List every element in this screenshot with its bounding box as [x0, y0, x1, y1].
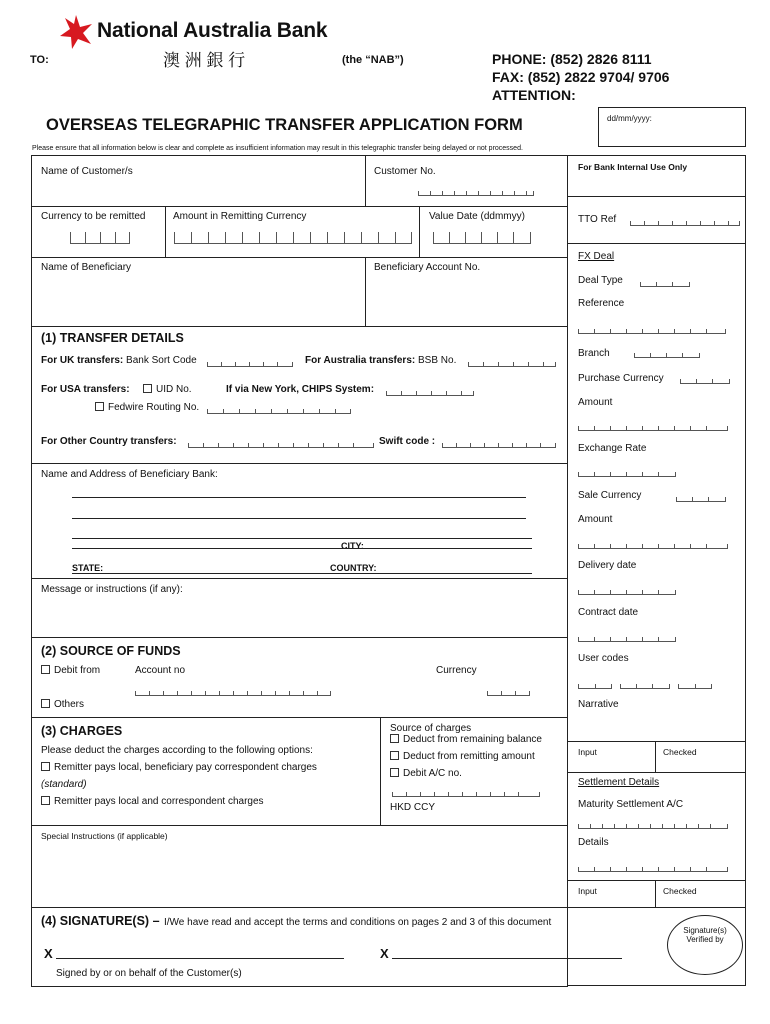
signed-by-label: Signed by or on behalf of the Customer(s)	[56, 968, 242, 979]
input-label-2: Input	[578, 886, 597, 896]
internal-heading: For Bank Internal Use Only	[578, 162, 688, 172]
source-option-2-label: Deduct from remitting amount	[403, 751, 535, 762]
input-label-1: Input	[578, 747, 597, 757]
signature-line-2[interactable]	[392, 958, 622, 959]
currency-field[interactable]	[70, 232, 130, 244]
attention-line: ATTENTION:	[492, 87, 576, 103]
amount-field-internal[interactable]	[578, 419, 728, 431]
reference-field[interactable]	[578, 322, 726, 334]
user-codes-field-3[interactable]	[678, 677, 712, 689]
uid-label: UID No.	[156, 384, 192, 395]
uid-option[interactable]	[143, 384, 192, 395]
tto-ref-field[interactable]	[630, 214, 740, 226]
debit-ac-field[interactable]	[392, 785, 540, 797]
other-country-field[interactable]	[188, 436, 374, 448]
source-option-1[interactable]	[390, 734, 542, 745]
details-label: Details	[578, 837, 609, 848]
divider	[31, 578, 568, 579]
charges-option-2-checkbox[interactable]	[41, 796, 50, 805]
settlement-details-label: Settlement Details	[578, 777, 660, 788]
debit-option[interactable]	[41, 665, 100, 676]
divider	[31, 206, 568, 207]
nab-label: (the “NAB”)	[342, 54, 404, 66]
city-line[interactable]	[72, 548, 532, 549]
special-instructions-label: Special Instructions (if applicable)	[41, 831, 168, 841]
user-codes-field-2[interactable]	[620, 677, 670, 689]
currency-label: Currency to be remitted	[41, 211, 146, 222]
delivery-date-label: Delivery date	[578, 560, 637, 571]
divider	[567, 196, 746, 197]
uid-checkbox[interactable]	[143, 384, 152, 393]
tto-ref-label: TTO Ref	[578, 214, 617, 225]
beneficiary-name-label: Name of Beneficiary	[41, 262, 132, 273]
source-option-1-label: Deduct from remaining balance	[403, 734, 542, 745]
source-option-2-checkbox[interactable]	[390, 751, 399, 760]
exchange-rate-label: Exchange Rate	[578, 443, 647, 454]
source-option-3-label: Debit A/C no.	[403, 768, 462, 779]
bank-chinese-name: 澳 洲 銀 行	[163, 51, 246, 70]
city-label: CITY:	[341, 541, 364, 551]
country-label: COUNTRY:	[330, 563, 377, 573]
charges-option-1-checkbox[interactable]	[41, 762, 50, 771]
divider	[31, 907, 568, 908]
debit-label: Debit from	[54, 665, 101, 676]
divider	[567, 243, 746, 244]
date-box[interactable]	[598, 107, 746, 147]
purchase-currency-field[interactable]	[680, 372, 730, 384]
uk-transfer-row	[41, 355, 197, 366]
swift-label: Swift code :	[379, 436, 436, 447]
delivery-date-field[interactable]	[578, 583, 676, 595]
bank-address-line-2[interactable]	[72, 518, 526, 519]
divider	[655, 741, 656, 772]
user-codes-field-1[interactable]	[578, 677, 612, 689]
divider	[655, 880, 656, 907]
divider	[365, 257, 366, 326]
au-field-label: BSB No.	[418, 355, 457, 366]
divider	[165, 206, 166, 257]
bank-address-label: Name and Address of Beneficiary Bank:	[41, 469, 218, 480]
usa-transfer-row	[41, 384, 130, 395]
phone-line: PHONE: (852) 2826 8111	[492, 51, 652, 67]
signature-verified-label: Signature(s) Verified by	[683, 926, 727, 944]
sale-currency-field[interactable]	[676, 490, 726, 502]
funds-heading: (2) SOURCE OF FUNDS	[41, 644, 181, 658]
divider	[31, 257, 568, 258]
contract-date-field[interactable]	[578, 630, 676, 642]
narrative-label: Narrative	[578, 699, 619, 710]
sale-currency-label: Sale Currency	[578, 490, 642, 501]
form-title: OVERSEAS TELEGRAPHIC TRANSFER APPLICATION FORM	[46, 116, 523, 134]
customer-number-label: Customer No.	[374, 166, 436, 177]
uk-field-label: Bank Sort Code	[126, 355, 197, 366]
divider	[31, 637, 568, 638]
divider	[31, 825, 568, 826]
bank-name: National Australia Bank	[97, 19, 328, 42]
uk-label: For UK transfers:	[41, 355, 124, 366]
fx-deal-label: FX Deal	[578, 251, 615, 262]
branch-label: Branch	[578, 348, 610, 359]
source-option-3[interactable]	[390, 768, 462, 779]
fedwire-checkbox[interactable]	[95, 402, 104, 411]
divider	[31, 717, 568, 718]
ny-label: If via New York, CHIPS System:	[226, 384, 375, 395]
other-country-label: For Other Country transfers:	[41, 436, 177, 447]
chips-field[interactable]	[386, 384, 474, 396]
usa-label: For USA transfers:	[41, 384, 130, 395]
date-placeholder: dd/mm/yyyy:	[607, 114, 652, 123]
charges-option-1[interactable]	[41, 762, 317, 773]
purchase-currency-label: Purchase Currency	[578, 373, 664, 384]
fedwire-option[interactable]	[95, 402, 199, 413]
au-transfer-row	[305, 355, 456, 366]
bsb-field[interactable]	[468, 355, 556, 367]
signature-heading: (4) SIGNATURE(S) –	[41, 914, 160, 928]
divider	[380, 717, 381, 825]
fedwire-field[interactable]	[207, 402, 351, 414]
sort-code-field[interactable]	[207, 355, 293, 367]
divider	[567, 880, 746, 881]
user-codes-label: User codes	[578, 653, 629, 664]
customer-name-label: Name of Customer/s	[41, 166, 133, 177]
signature-verified-circle	[667, 915, 743, 975]
source-option-1-checkbox[interactable]	[390, 734, 399, 743]
amount-label-internal: Amount	[578, 397, 613, 408]
deal-type-field[interactable]	[640, 275, 690, 287]
debit-checkbox[interactable]	[41, 665, 50, 674]
amount-label: Amount in Remitting Currency	[173, 211, 307, 222]
signature-x-2: X	[380, 946, 389, 961]
reference-label: Reference	[578, 298, 625, 309]
divider	[567, 741, 746, 742]
source-option-2[interactable]	[390, 751, 535, 762]
signature-heading-row	[41, 912, 551, 930]
source-option-3-checkbox[interactable]	[390, 768, 399, 777]
exchange-rate-field[interactable]	[578, 465, 676, 477]
details-field[interactable]	[578, 860, 728, 872]
charges-option-1-note: (standard)	[41, 779, 87, 790]
amount2-field[interactable]	[578, 537, 728, 549]
checked-label-2: Checked	[663, 886, 697, 896]
charges-instruction: Please deduct the charges according to the following options:	[41, 745, 313, 756]
amount2-label: Amount	[578, 514, 613, 525]
funds-currency-field[interactable]	[487, 684, 530, 696]
source-of-charges-label: Source of charges	[390, 723, 472, 734]
checked-label-1: Checked	[663, 747, 697, 757]
maturity-settlement-field[interactable]	[578, 817, 728, 829]
charges-option-2-label: Remitter pays local and correspondent charges	[54, 796, 264, 807]
fedwire-label: Fedwire Routing No.	[108, 402, 200, 413]
others-option[interactable]	[41, 699, 84, 710]
charges-option-2[interactable]	[41, 796, 264, 807]
form-notice: Please ensure that all information below is clear and complete as insufficient information may result in this telegraphic transfer being delayed or not processed.	[32, 145, 523, 152]
funds-account-field[interactable]	[135, 684, 331, 696]
swift-field[interactable]	[442, 436, 556, 448]
beneficiary-account-label: Beneficiary Account No.	[374, 262, 481, 273]
charges-heading: (3) CHARGES	[41, 724, 123, 738]
state-country-line[interactable]	[72, 573, 532, 574]
maturity-settlement-label: Maturity Settlement A/C	[578, 799, 684, 810]
divider	[365, 155, 366, 206]
customer-number-field[interactable]	[418, 184, 534, 196]
signature-statement: I/We have read and accept the terms and conditions on pages 2 and 3 of this document	[163, 917, 552, 928]
contract-date-label: Contract date	[578, 607, 639, 618]
others-label: Others	[54, 699, 85, 710]
others-checkbox[interactable]	[41, 699, 50, 708]
bank-address-line-3[interactable]	[72, 538, 532, 539]
divider	[567, 907, 746, 908]
funds-currency-label: Currency	[436, 665, 477, 676]
main-form-box	[31, 155, 568, 987]
charges-option-1-label: Remitter pays local, beneficiary pay correspondent charges	[54, 762, 317, 773]
hkd-ccy-label: HKD CCY	[390, 802, 436, 813]
signature-line-1[interactable]	[56, 958, 344, 959]
amount-field[interactable]	[174, 232, 412, 244]
divider	[31, 463, 568, 464]
value-date-label: Value Date (ddmmyy)	[429, 211, 525, 222]
value-date-field[interactable]	[433, 232, 531, 244]
divider	[567, 772, 746, 773]
fax-line: FAX: (852) 2822 9704/ 9706	[492, 69, 670, 85]
branch-field[interactable]	[634, 346, 700, 358]
to-label: TO:	[30, 54, 49, 66]
signature-x-1: X	[44, 946, 53, 961]
au-label: For Australia transfers:	[305, 355, 416, 366]
divider	[31, 326, 568, 327]
transfer-heading: (1) TRANSFER DETAILS	[41, 331, 184, 345]
bank-address-line-1[interactable]	[72, 497, 526, 498]
state-label: STATE:	[72, 563, 104, 573]
message-label: Message or instructions (if any):	[41, 584, 183, 595]
nab-star-logo-icon	[58, 14, 94, 50]
divider	[419, 206, 420, 257]
funds-account-label: Account no	[135, 665, 186, 676]
deal-type-label: Deal Type	[578, 275, 623, 286]
